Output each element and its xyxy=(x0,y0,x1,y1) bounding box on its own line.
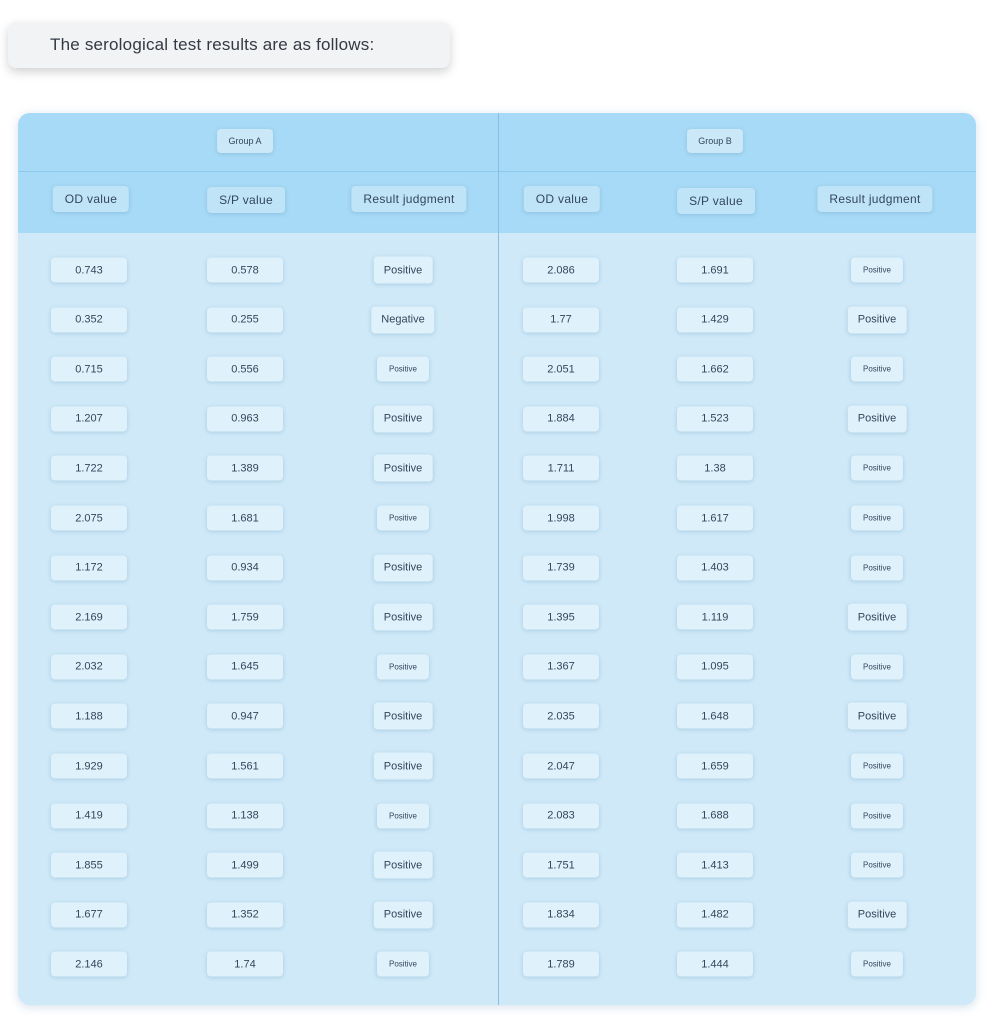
cell-od-a: 1.207 xyxy=(51,406,127,431)
cell-sp-b: 1.413 xyxy=(677,853,753,878)
intro-text: The serological test results are as follows: xyxy=(50,35,375,54)
cell-result-b: Positive xyxy=(851,952,903,977)
cell-result-a: Positive xyxy=(374,703,433,730)
cell-od-a: 2.169 xyxy=(51,605,127,630)
cell-result-a: Positive xyxy=(374,901,433,928)
cell-result-b: Positive xyxy=(851,654,903,679)
cell-od-a: 1.929 xyxy=(51,754,127,779)
cell-sp-b: 1.095 xyxy=(677,654,753,679)
cell-od-a: 1.419 xyxy=(51,803,127,828)
cell-result-a: Positive xyxy=(377,654,429,679)
cell-result-a: Negative xyxy=(371,306,434,333)
cell-result-b: Positive xyxy=(848,405,907,432)
cell-result-b: Positive xyxy=(851,506,903,531)
cell-result-a: Positive xyxy=(374,257,433,284)
col-header-od-b: OD value xyxy=(524,186,600,212)
cell-od-b: 1.395 xyxy=(523,605,599,630)
cell-sp-a: 1.645 xyxy=(207,654,283,679)
col-header-sp-a: S/P value xyxy=(207,187,285,213)
cell-sp-b: 1.38 xyxy=(677,456,753,481)
cell-sp-b: 1.688 xyxy=(677,803,753,828)
cell-sp-a: 1.389 xyxy=(207,456,283,481)
cell-od-a: 1.722 xyxy=(51,456,127,481)
cell-sp-a: 0.556 xyxy=(207,357,283,382)
cell-result-a: Positive xyxy=(374,852,433,879)
cell-result-a: Positive xyxy=(377,952,429,977)
cell-sp-b: 1.662 xyxy=(677,357,753,382)
col-header-sp-b: S/P value xyxy=(677,188,755,214)
cell-od-b: 2.083 xyxy=(523,803,599,828)
cell-sp-b: 1.648 xyxy=(677,704,753,729)
cell-od-b: 1.751 xyxy=(523,853,599,878)
cell-sp-b: 1.691 xyxy=(677,258,753,283)
cell-sp-b: 1.523 xyxy=(677,406,753,431)
cell-result-b: Positive xyxy=(851,456,903,481)
cell-sp-b: 1.617 xyxy=(677,506,753,531)
cell-od-b: 1.367 xyxy=(523,654,599,679)
cell-od-b: 1.998 xyxy=(523,506,599,531)
group-divider xyxy=(498,113,499,1005)
cell-od-b: 1.77 xyxy=(523,307,599,332)
group-b-label: Group B xyxy=(687,129,743,153)
cell-sp-a: 1.561 xyxy=(207,754,283,779)
cell-result-a: Positive xyxy=(374,604,433,631)
col-header-od-a: OD value xyxy=(53,186,129,212)
cell-od-a: 1.188 xyxy=(51,704,127,729)
cell-od-b: 1.739 xyxy=(523,555,599,580)
cell-result-b: Positive xyxy=(851,357,903,382)
cell-od-b: 1.834 xyxy=(523,902,599,927)
cell-result-b: Positive xyxy=(848,306,907,333)
cell-od-a: 2.075 xyxy=(51,506,127,531)
cell-od-b: 2.051 xyxy=(523,357,599,382)
cell-od-a: 1.677 xyxy=(51,902,127,927)
cell-sp-a: 1.681 xyxy=(207,506,283,531)
cell-result-a: Positive xyxy=(377,506,429,531)
cell-result-b: Positive xyxy=(851,555,903,580)
cell-sp-b: 1.482 xyxy=(677,902,753,927)
cell-sp-a: 1.499 xyxy=(207,853,283,878)
group-a-label: Group A xyxy=(217,129,273,153)
cell-result-b: Positive xyxy=(848,703,907,730)
cell-result-a: Positive xyxy=(374,554,433,581)
cell-sp-b: 1.444 xyxy=(677,952,753,977)
cell-od-b: 1.884 xyxy=(523,406,599,431)
cell-sp-a: 0.578 xyxy=(207,258,283,283)
cell-result-a: Positive xyxy=(374,455,433,482)
cell-od-a: 2.146 xyxy=(51,952,127,977)
cell-sp-b: 1.429 xyxy=(677,307,753,332)
cell-sp-a: 0.934 xyxy=(207,555,283,580)
cell-result-a: Positive xyxy=(374,753,433,780)
col-header-result-a: Result judgment xyxy=(351,186,466,212)
cell-result-a: Positive xyxy=(374,405,433,432)
cell-od-a: 1.855 xyxy=(51,853,127,878)
cell-result-b: Positive xyxy=(851,258,903,283)
cell-result-b: Positive xyxy=(848,604,907,631)
cell-od-a: 1.172 xyxy=(51,555,127,580)
group-header-row xyxy=(18,113,976,172)
cell-result-b: Positive xyxy=(848,901,907,928)
cell-od-a: 2.032 xyxy=(51,654,127,679)
cell-sp-a: 1.138 xyxy=(207,803,283,828)
cell-sp-a: 1.74 xyxy=(207,952,283,977)
cell-od-b: 2.035 xyxy=(523,704,599,729)
cell-sp-b: 1.659 xyxy=(677,754,753,779)
cell-result-b: Positive xyxy=(851,803,903,828)
cell-od-a: 0.352 xyxy=(51,307,127,332)
intro-banner xyxy=(8,22,450,68)
cell-result-b: Positive xyxy=(851,754,903,779)
cell-sp-b: 1.403 xyxy=(677,555,753,580)
results-table xyxy=(18,113,976,1005)
cell-od-b: 1.789 xyxy=(523,952,599,977)
cell-od-b: 1.711 xyxy=(523,456,599,481)
cell-od-b: 2.086 xyxy=(523,258,599,283)
cell-sp-a: 1.352 xyxy=(207,902,283,927)
cell-od-a: 0.715 xyxy=(51,357,127,382)
cell-od-b: 2.047 xyxy=(523,754,599,779)
col-header-result-b: Result judgment xyxy=(817,186,932,212)
cell-result-b: Positive xyxy=(851,853,903,878)
cell-sp-b: 1.119 xyxy=(677,605,753,630)
cell-sp-a: 0.963 xyxy=(207,406,283,431)
cell-result-a: Positive xyxy=(377,803,429,828)
cell-od-a: 0.743 xyxy=(51,258,127,283)
cell-sp-a: 1.759 xyxy=(207,605,283,630)
cell-sp-a: 0.947 xyxy=(207,704,283,729)
cell-result-a: Positive xyxy=(377,357,429,382)
cell-sp-a: 0.255 xyxy=(207,307,283,332)
